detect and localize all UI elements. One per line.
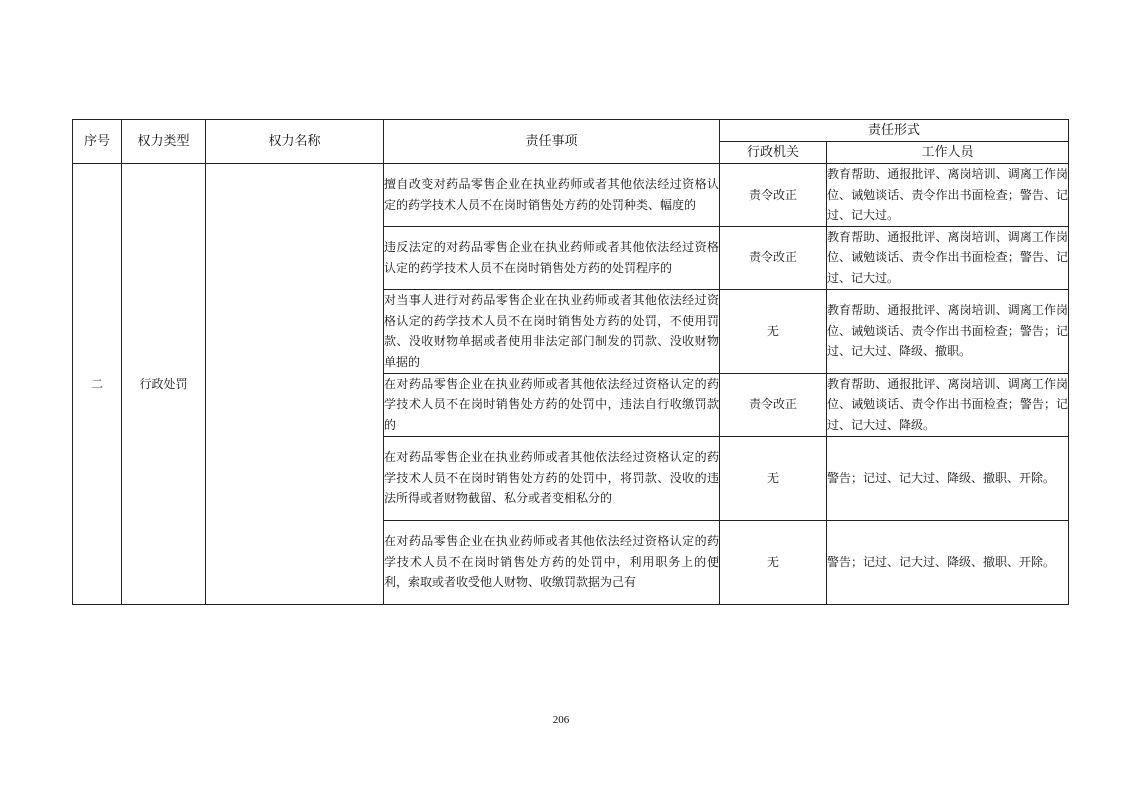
cell-staff: 教育帮助、通报批评、离岗培训、调离工作岗位、诫勉谈话、责令作出书面检查；警告、记过、记大过。 (827, 226, 1069, 289)
cell-agency: 责令改正 (720, 226, 827, 289)
cell-agency: 责令改正 (720, 373, 827, 436)
cell-power-type: 行政处罚 (122, 164, 206, 605)
cell-matter: 对当事人进行对药品零售企业在执业药师或者其他依法经过资格认定的药学技术人员不在岗时销售处方药的处罚，不使用罚款、没收财物单据或者使用非法定部门制发的罚款、没收财物单据的 (384, 289, 720, 373)
cell-staff: 教育帮助、通报批评、离岗培训、调离工作岗位、诫勉谈话、责令作出书面检查；警告；记过、记大过、降级、撤职。 (827, 289, 1069, 373)
header-power-type: 权力类型 (122, 120, 206, 164)
header-staff: 工作人员 (827, 142, 1069, 164)
cell-matter: 擅自改变对药品零售企业在执业药师或者其他依法经过资格认定的药学技术人员不在岗时销售处方药的处罚种类、幅度的 (384, 164, 720, 227)
cell-matter: 违反法定的对药品零售企业在执业药师或者其他依法经过资格认定的药学技术人员不在岗时销售处方药的处罚程序的 (384, 226, 720, 289)
cell-matter: 在对药品零售企业在执业药师或者其他依法经过资格认定的药学技术人员不在岗时销售处方药的处罚中，将罚款、没收的违法所得或者财物截留、私分或者变相私分的 (384, 436, 720, 520)
cell-staff: 警告；记过、记大过、降级、撤职、开除。 (827, 436, 1069, 520)
cell-staff: 警告；记过、记大过、降级、撤职、开除。 (827, 520, 1069, 604)
cell-agency: 无 (720, 436, 827, 520)
cell-staff: 教育帮助、通报批评、离岗培训、调离工作岗位、诫勉谈话、责令作出书面检查；警告、记过、记大过。 (827, 164, 1069, 227)
cell-seq: 二 (73, 164, 122, 605)
responsibility-table (72, 119, 1069, 605)
header-row-top (73, 120, 1069, 142)
header-seq: 序号 (73, 120, 122, 164)
header-agency: 行政机关 (720, 142, 827, 164)
cell-power-name (206, 164, 384, 605)
cell-agency: 责令改正 (720, 164, 827, 227)
table-row (73, 164, 1069, 227)
cell-agency: 无 (720, 289, 827, 373)
cell-matter: 在对药品零售企业在执业药师或者其他依法经过资格认定的药学技术人员不在岗时销售处方药的处罚中，违法自行收缴罚款的 (384, 373, 720, 436)
header-responsibility-form: 责任形式 (720, 120, 1069, 142)
header-power-name: 权力名称 (206, 120, 384, 164)
header-responsibility-matter: 责任事项 (384, 120, 720, 164)
cell-matter: 在对药品零售企业在执业药师或者其他依法经过资格认定的药学技术人员不在岗时销售处方药的处罚中，利用职务上的便利，索取或者收受他人财物、收缴罚款据为己有 (384, 520, 720, 604)
cell-agency: 无 (720, 520, 827, 604)
page-number: 206 (552, 714, 570, 726)
cell-staff: 教育帮助、通报批评、离岗培训、调离工作岗位、诫勉谈话、责令作出书面检查；警告；记过、记大过、降级。 (827, 373, 1069, 436)
